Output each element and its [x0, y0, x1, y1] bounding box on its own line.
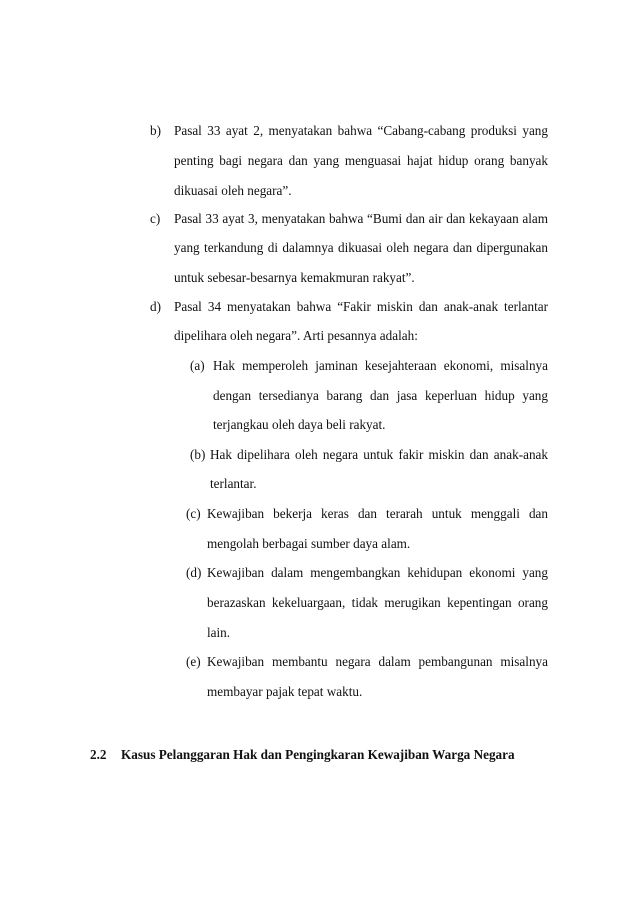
list-marker: d): [150, 299, 161, 314]
paragraph-line: Pasal 33 ayat 2, menyatakan bahwa “Cabang-cabang produksi yang: [174, 123, 548, 138]
paragraph-line: terjangkau oleh daya beli rakyat.: [213, 417, 386, 432]
paragraph-line: Kewajiban membantu negara dalam pembangunan misalnya: [207, 654, 548, 669]
paragraph-line: berazaskan kekeluargaan, tidak merugikan kepentingan orang: [207, 595, 548, 610]
list-marker: (a): [190, 358, 205, 373]
paragraph-line: untuk sebesar-besarnya kemakmuran rakyat”.: [174, 270, 415, 285]
paragraph-line: terlantar.: [210, 476, 257, 491]
paragraph-line: dipelihara oleh negara”. Arti pesannya adalah:: [174, 328, 418, 343]
paragraph-line: Hak memperoleh jaminan kesejahteraan ekonomi, misalnya: [213, 358, 548, 373]
paragraph-line: lain.: [207, 625, 231, 640]
paragraph-line: Kewajiban bekerja keras dan terarah untuk menggali dan: [207, 506, 548, 521]
list-marker: c): [150, 211, 161, 226]
paragraph-line: Hak dipelihara oleh negara untuk fakir miskin dan anak-anak: [210, 447, 548, 462]
paragraph-line: Kewajiban dalam mengembangkan kehidupan ekonomi yang: [207, 565, 548, 580]
list-marker: (e): [186, 654, 201, 669]
list-marker: (c): [186, 506, 201, 521]
section-title: Kasus Pelanggaran Hak dan Pengingkaran Kewajiban Warga Negara: [121, 747, 515, 762]
paragraph-line: yang terkandung di dalamnya dikuasai oleh negara dan dipergunakan: [174, 240, 548, 255]
list-marker: (d): [186, 565, 202, 580]
section-number: 2.2: [90, 747, 107, 762]
paragraph-line: mengolah berbagai sumber daya alam.: [207, 536, 411, 551]
paragraph-line: Pasal 34 menyatakan bahwa “Fakir miskin dan anak-anak terlantar: [174, 299, 548, 314]
paragraph-line: dikuasai oleh negara”.: [174, 183, 292, 198]
paragraph-line: penting bagi negara dan yang menguasai hajat hidup orang banyak: [174, 153, 548, 168]
list-marker: (b): [190, 447, 206, 462]
paragraph-line: dengan tersedianya barang dan jasa keperluan hidup yang: [213, 388, 548, 403]
list-marker: b): [150, 123, 161, 138]
paragraph-line: membayar pajak tepat waktu.: [207, 684, 363, 699]
paragraph-line: Pasal 33 ayat 3, menyatakan bahwa “Bumi dan air dan kekayaan alam: [174, 211, 548, 226]
